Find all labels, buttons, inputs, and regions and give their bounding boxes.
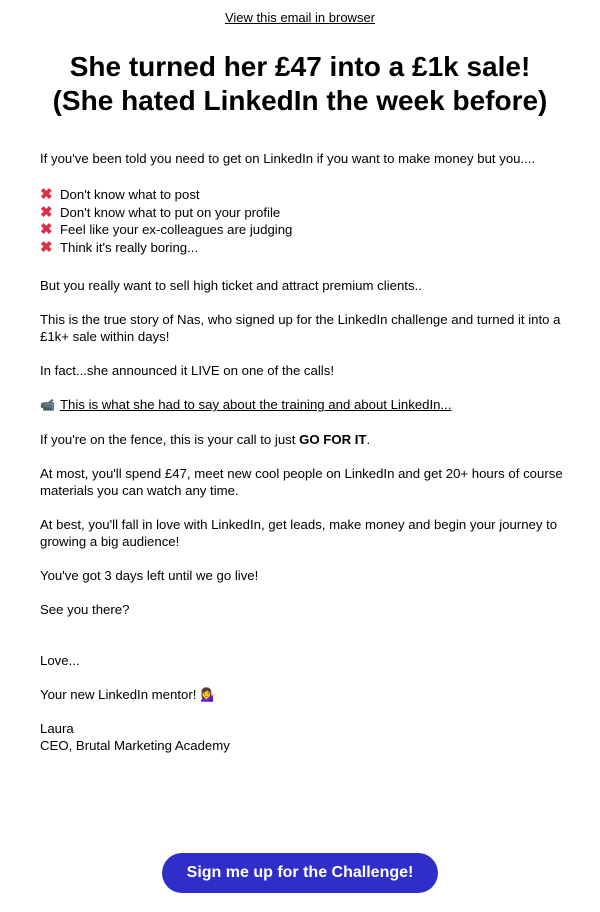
list-item: ✖ Don't know what to post xyxy=(40,186,200,204)
go-for-it-text: GO FOR IT xyxy=(299,432,367,447)
video-link[interactable]: This is what she had to say about the training and about LinkedIn... xyxy=(60,397,452,412)
woman-tipping-hand-icon: 💁‍♀️ xyxy=(200,687,217,702)
love-paragraph: Love... xyxy=(40,653,80,668)
headline-line-1: She turned her £47 into a £1k sale! xyxy=(69,51,531,82)
sign-up-challenge-button[interactable]: Sign me up for the Challenge! xyxy=(162,853,438,893)
cross-mark-icon: ✖ xyxy=(40,221,53,239)
at-best-paragraph: At best, you'll fall in love with LinkedIn, get leads, make money and begin your journey to growing a big audience! xyxy=(40,517,558,549)
cross-mark-icon: ✖ xyxy=(40,238,53,256)
video-camera-icon: 📹 xyxy=(40,398,55,412)
signature-name: Laura xyxy=(40,721,74,736)
but-paragraph: But you really want to sell high ticket and attract premium clients.. xyxy=(40,278,422,293)
email-body xyxy=(40,150,565,754)
intro-paragraph: If you've been told you need to get on LinkedIn if you want to make money but you.... xyxy=(40,151,536,166)
mentor-paragraph: Your new LinkedIn mentor! 💁‍♀️ xyxy=(40,687,217,702)
view-in-browser-link[interactable]: View this email in browser xyxy=(224,10,376,25)
signature-title: CEO, Brutal Marketing Academy xyxy=(40,738,230,753)
cross-mark-icon: ✖ xyxy=(40,203,53,221)
headline-line-2: (She hated LinkedIn the week before) xyxy=(52,85,548,116)
list-item: ✖ Don't know what to put on your profile xyxy=(40,203,281,221)
at-most-paragraph: At most, you'll spend £47, meet new cool people on LinkedIn and get 20+ hours of course materials you can watch any time. xyxy=(40,466,563,498)
cross-mark-icon: ✖ xyxy=(40,186,53,204)
fact-paragraph: In fact...she announced it LIVE on one of the calls! xyxy=(40,363,334,378)
list-item: ✖ Think it's really boring... xyxy=(40,238,199,256)
video-paragraph xyxy=(40,396,565,414)
days-left-paragraph: You've got 3 days left until we go live! xyxy=(40,568,259,583)
list-item: ✖ Feel like your ex-colleagues are judging xyxy=(40,221,293,239)
see-you-paragraph: See you there? xyxy=(40,602,130,617)
story-paragraph: This is the true story of Nas, who signed up for the LinkedIn challenge and turned it into a £1k+ sale within days! xyxy=(40,312,561,344)
fence-paragraph: If you're on the fence, this is your call to just GO FOR IT. xyxy=(40,432,371,447)
pain-points-list xyxy=(40,186,565,256)
headline xyxy=(20,50,580,118)
